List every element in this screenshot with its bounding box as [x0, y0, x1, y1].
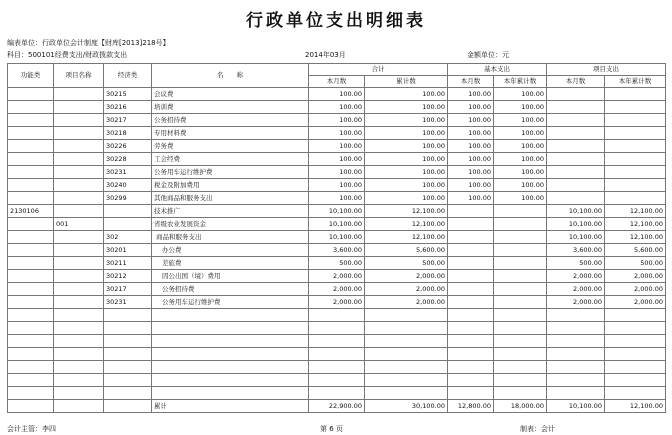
empty-cell — [152, 361, 309, 374]
footer-supervisor: 会计主管：李四 — [7, 425, 56, 433]
table-row — [8, 218, 666, 231]
item-name-cell: 因公出国（境）费用 — [152, 270, 309, 283]
project-code-cell — [54, 296, 104, 309]
empty-cell — [448, 322, 494, 335]
empty-cell — [104, 400, 152, 413]
amount-cell: 100.00 — [448, 101, 494, 114]
amount-cell: 100.00 — [309, 179, 365, 192]
empty-cell — [448, 387, 494, 400]
project-code-cell — [54, 166, 104, 179]
item-name-cell: 专用材料费 — [152, 127, 309, 140]
amount-cell: 100.00 — [365, 192, 448, 205]
amount-cell — [494, 244, 547, 257]
currency-unit: 金额单位：元 — [467, 51, 509, 59]
amount-cell — [494, 231, 547, 244]
table-row — [8, 140, 666, 153]
item-name-cell: 办公费 — [152, 244, 309, 257]
amount-cell: 100.00 — [494, 140, 547, 153]
empty-cell — [8, 335, 54, 348]
empty-cell — [54, 348, 104, 361]
report-title: 行政单位支出明细表 — [246, 11, 426, 31]
empty-cell — [54, 335, 104, 348]
item-name-cell: 技术推广 — [152, 205, 309, 218]
header-project-month: 本月数 — [547, 76, 605, 88]
amount-cell — [448, 218, 494, 231]
item-name-cell: 公务用车运行维护费 — [152, 166, 309, 179]
empty-cell — [8, 322, 54, 335]
amount-cell: 100.00 — [309, 140, 365, 153]
amount-cell: 3,600.00 — [547, 244, 605, 257]
amount-cell — [448, 283, 494, 296]
project-code-cell — [54, 192, 104, 205]
amount-cell: 12,100.00 — [365, 231, 448, 244]
amount-cell: 500.00 — [309, 257, 365, 270]
project-code-cell — [54, 153, 104, 166]
econ-code-cell — [104, 218, 152, 231]
item-name-cell: 会议费 — [152, 88, 309, 101]
header-row-1 — [8, 64, 666, 76]
empty-cell — [152, 309, 309, 322]
amount-cell: 2,000.00 — [365, 296, 448, 309]
empty-row — [8, 361, 666, 374]
empty-cell — [309, 387, 365, 400]
econ-code-cell: 30231 — [104, 166, 152, 179]
amount-cell: 100.00 — [448, 192, 494, 205]
account-subject: 科目：500101经费支出/财政拨款支出 — [7, 51, 128, 59]
empty-cell — [605, 348, 666, 361]
amount-cell: 100.00 — [448, 153, 494, 166]
header-total-month: 本月数 — [309, 76, 365, 88]
item-name-cell: 培训费 — [152, 101, 309, 114]
econ-code-cell: 30217 — [104, 283, 152, 296]
empty-row — [8, 374, 666, 387]
func-code-cell — [8, 257, 54, 270]
amount-cell: 100.00 — [494, 153, 547, 166]
project-code-cell — [54, 179, 104, 192]
project-code-cell — [54, 205, 104, 218]
project-code-cell: 001 — [54, 218, 104, 231]
total-amount-cell: 30,100.00 — [365, 400, 448, 413]
amount-cell: 100.00 — [448, 88, 494, 101]
table-row — [8, 127, 666, 140]
empty-cell — [547, 322, 605, 335]
amount-cell — [448, 205, 494, 218]
amount-cell: 100.00 — [309, 192, 365, 205]
amount-cell: 100.00 — [494, 192, 547, 205]
table-row — [8, 192, 666, 205]
func-code-cell — [8, 192, 54, 205]
amount-cell — [605, 192, 666, 205]
total-amount-cell: 18,000.00 — [494, 400, 547, 413]
amount-cell: 10,100.00 — [547, 205, 605, 218]
amount-cell: 2,000.00 — [309, 270, 365, 283]
project-code-cell — [54, 114, 104, 127]
amount-cell: 100.00 — [365, 140, 448, 153]
func-code-cell — [8, 179, 54, 192]
amount-cell — [547, 192, 605, 205]
empty-cell — [54, 387, 104, 400]
amount-cell: 12,100.00 — [365, 205, 448, 218]
empty-cell — [547, 361, 605, 374]
amount-cell — [605, 166, 666, 179]
total-row — [8, 400, 666, 413]
report-period: 2014年03月 — [305, 51, 346, 59]
table-row — [8, 231, 666, 244]
empty-cell — [494, 374, 547, 387]
project-code-cell — [54, 231, 104, 244]
amount-cell — [547, 101, 605, 114]
header-project: 项目支出 — [547, 64, 666, 76]
amount-cell: 3,600.00 — [309, 244, 365, 257]
header-func: 功能类 — [8, 64, 54, 88]
amount-cell: 100.00 — [448, 127, 494, 140]
item-name-cell: 差旅费 — [152, 257, 309, 270]
amount-cell — [605, 140, 666, 153]
econ-code-cell: 30231 — [104, 296, 152, 309]
amount-cell: 2,000.00 — [547, 270, 605, 283]
table-row — [8, 244, 666, 257]
econ-code-cell: 30217 — [104, 114, 152, 127]
item-name-cell: 公务招待费 — [152, 283, 309, 296]
amount-cell — [605, 101, 666, 114]
empty-cell — [309, 374, 365, 387]
amount-cell: 10,100.00 — [547, 218, 605, 231]
empty-cell — [494, 322, 547, 335]
empty-cell — [309, 361, 365, 374]
func-code-cell — [8, 127, 54, 140]
empty-cell — [547, 335, 605, 348]
project-code-cell — [54, 283, 104, 296]
func-code-cell — [8, 270, 54, 283]
econ-code-cell: 30216 — [104, 101, 152, 114]
amount-cell — [494, 257, 547, 270]
econ-code-cell: 30228 — [104, 153, 152, 166]
item-name-cell: 公务用车运行维护费 — [152, 296, 309, 309]
func-code-cell — [8, 166, 54, 179]
empty-row — [8, 335, 666, 348]
amount-cell: 100.00 — [309, 127, 365, 140]
amount-cell: 100.00 — [448, 179, 494, 192]
empty-cell — [365, 348, 448, 361]
econ-code-cell: 30212 — [104, 270, 152, 283]
empty-cell — [605, 387, 666, 400]
amount-cell — [605, 179, 666, 192]
empty-cell — [547, 348, 605, 361]
empty-cell — [104, 387, 152, 400]
empty-cell — [309, 309, 365, 322]
empty-cell — [104, 361, 152, 374]
econ-code-cell: 30218 — [104, 127, 152, 140]
func-code-cell — [8, 218, 54, 231]
empty-row — [8, 348, 666, 361]
compiling-unit: 编表单位：行政单位会计制度【财库[2013]218号】 — [7, 39, 170, 47]
empty-cell — [54, 400, 104, 413]
amount-cell: 5,600.00 — [605, 244, 666, 257]
empty-cell — [605, 309, 666, 322]
table-row — [8, 101, 666, 114]
header-project-year: 本年累计数 — [605, 76, 666, 88]
amount-cell: 100.00 — [309, 153, 365, 166]
econ-code-cell: 30215 — [104, 88, 152, 101]
econ-code-cell — [104, 205, 152, 218]
amount-cell — [494, 296, 547, 309]
item-name-cell: 其他商品和服务支出 — [152, 192, 309, 205]
empty-cell — [104, 335, 152, 348]
table-row — [8, 205, 666, 218]
func-code-cell — [8, 231, 54, 244]
empty-cell — [54, 361, 104, 374]
empty-cell — [605, 322, 666, 335]
empty-cell — [547, 309, 605, 322]
empty-cell — [309, 348, 365, 361]
empty-cell — [54, 309, 104, 322]
empty-cell — [104, 374, 152, 387]
empty-cell — [8, 400, 54, 413]
amount-cell: 2,000.00 — [547, 283, 605, 296]
empty-cell — [547, 374, 605, 387]
empty-cell — [309, 335, 365, 348]
amount-cell: 500.00 — [605, 257, 666, 270]
project-code-cell — [54, 127, 104, 140]
total-amount-cell: 12,800.00 — [448, 400, 494, 413]
amount-cell: 12,100.00 — [605, 205, 666, 218]
amount-cell: 100.00 — [309, 101, 365, 114]
footer-page: 第 6 页 — [320, 425, 343, 433]
empty-cell — [8, 361, 54, 374]
amount-cell — [605, 88, 666, 101]
amount-cell: 100.00 — [365, 166, 448, 179]
amount-cell: 2,000.00 — [605, 270, 666, 283]
empty-cell — [365, 309, 448, 322]
amount-cell: 100.00 — [494, 179, 547, 192]
empty-cell — [494, 309, 547, 322]
amount-cell: 12,100.00 — [605, 231, 666, 244]
expenditure-table — [7, 63, 666, 413]
amount-cell: 12,100.00 — [365, 218, 448, 231]
total-amount-cell: 12,100.00 — [605, 400, 666, 413]
amount-cell: 10,100.00 — [309, 231, 365, 244]
amount-cell: 100.00 — [365, 114, 448, 127]
amount-cell: 100.00 — [494, 114, 547, 127]
empty-row — [8, 387, 666, 400]
table-row — [8, 114, 666, 127]
empty-cell — [365, 387, 448, 400]
empty-cell — [152, 387, 309, 400]
func-code-cell — [8, 283, 54, 296]
empty-cell — [8, 374, 54, 387]
amount-cell: 100.00 — [365, 179, 448, 192]
econ-code-cell: 30211 — [104, 257, 152, 270]
footer-preparer: 制表：会计 — [520, 425, 555, 433]
func-code-cell — [8, 114, 54, 127]
item-name-cell: 工会经费 — [152, 153, 309, 166]
econ-code-cell: 30201 — [104, 244, 152, 257]
amount-cell — [494, 283, 547, 296]
project-code-cell — [54, 270, 104, 283]
empty-cell — [152, 348, 309, 361]
table-row — [8, 88, 666, 101]
header-total: 合计 — [309, 64, 448, 76]
empty-row — [8, 322, 666, 335]
func-code-cell — [8, 244, 54, 257]
header-project-name: 项目名称 — [54, 64, 104, 88]
table-row — [8, 166, 666, 179]
item-name-cell: 税金及附加费用 — [152, 179, 309, 192]
empty-cell — [104, 322, 152, 335]
amount-cell: 100.00 — [309, 166, 365, 179]
amount-cell — [605, 114, 666, 127]
empty-cell — [152, 322, 309, 335]
amount-cell: 100.00 — [494, 127, 547, 140]
empty-cell — [448, 348, 494, 361]
func-code-cell — [8, 153, 54, 166]
amount-cell — [547, 127, 605, 140]
empty-cell — [494, 387, 547, 400]
empty-row — [8, 309, 666, 322]
amount-cell: 100.00 — [365, 153, 448, 166]
amount-cell — [547, 88, 605, 101]
amount-cell: 100.00 — [494, 88, 547, 101]
item-name-cell: 省级农业发展资金 — [152, 218, 309, 231]
project-code-cell — [54, 257, 104, 270]
header-basic-year: 本年累计数 — [494, 76, 547, 88]
amount-cell — [547, 166, 605, 179]
empty-cell — [54, 374, 104, 387]
amount-cell: 2,000.00 — [605, 296, 666, 309]
amount-cell — [494, 270, 547, 283]
header-total-cumulative: 累计数 — [365, 76, 448, 88]
amount-cell — [547, 140, 605, 153]
amount-cell: 10,100.00 — [309, 205, 365, 218]
amount-cell: 10,100.00 — [547, 231, 605, 244]
amount-cell — [448, 270, 494, 283]
func-code-cell — [8, 140, 54, 153]
amount-cell: 500.00 — [365, 257, 448, 270]
amount-cell: 2,000.00 — [365, 270, 448, 283]
amount-cell: 100.00 — [309, 88, 365, 101]
amount-cell — [448, 244, 494, 257]
header-name: 名 称 — [152, 64, 309, 88]
item-name-cell: 商品和服务支出 — [152, 231, 309, 244]
func-code-cell — [8, 101, 54, 114]
empty-cell — [605, 335, 666, 348]
project-code-cell — [54, 88, 104, 101]
header-basic-month: 本月数 — [448, 76, 494, 88]
empty-cell — [104, 309, 152, 322]
amount-cell — [494, 218, 547, 231]
project-code-cell — [54, 101, 104, 114]
amount-cell — [448, 231, 494, 244]
amount-cell — [448, 257, 494, 270]
empty-cell — [365, 322, 448, 335]
amount-cell: 2,000.00 — [547, 296, 605, 309]
empty-cell — [8, 309, 54, 322]
econ-code-cell: 302 — [104, 231, 152, 244]
empty-cell — [104, 348, 152, 361]
empty-cell — [152, 374, 309, 387]
item-name-cell: 公务招待费 — [152, 114, 309, 127]
amount-cell — [547, 179, 605, 192]
empty-cell — [494, 348, 547, 361]
table-row — [8, 283, 666, 296]
project-code-cell — [54, 140, 104, 153]
item-name-cell: 劳务费 — [152, 140, 309, 153]
func-code-cell — [8, 88, 54, 101]
empty-cell — [605, 374, 666, 387]
amount-cell — [605, 127, 666, 140]
table-row — [8, 179, 666, 192]
empty-cell — [365, 361, 448, 374]
table-row — [8, 270, 666, 283]
amount-cell: 100.00 — [365, 88, 448, 101]
amount-cell: 100.00 — [494, 166, 547, 179]
empty-cell — [152, 335, 309, 348]
header-basic: 基本支出 — [448, 64, 547, 76]
amount-cell: 100.00 — [365, 127, 448, 140]
amount-cell: 100.00 — [448, 166, 494, 179]
amount-cell: 10,100.00 — [309, 218, 365, 231]
amount-cell: 5,600.00 — [365, 244, 448, 257]
amount-cell: 2,000.00 — [309, 296, 365, 309]
empty-cell — [365, 335, 448, 348]
amount-cell — [547, 114, 605, 127]
empty-cell — [494, 335, 547, 348]
table-row — [8, 257, 666, 270]
empty-cell — [8, 387, 54, 400]
amount-cell: 100.00 — [448, 140, 494, 153]
empty-cell — [448, 361, 494, 374]
empty-cell — [605, 361, 666, 374]
amount-cell: 100.00 — [448, 114, 494, 127]
empty-cell — [365, 374, 448, 387]
table-row — [8, 153, 666, 166]
amount-cell: 2,000.00 — [605, 283, 666, 296]
amount-cell: 100.00 — [309, 114, 365, 127]
empty-cell — [448, 374, 494, 387]
header-econ: 经济类 — [104, 64, 152, 88]
amount-cell — [494, 205, 547, 218]
total-label-cell: 累计 — [152, 400, 309, 413]
econ-code-cell: 30299 — [104, 192, 152, 205]
amount-cell: 100.00 — [365, 101, 448, 114]
empty-cell — [547, 387, 605, 400]
empty-cell — [448, 335, 494, 348]
empty-cell — [448, 309, 494, 322]
amount-cell — [448, 296, 494, 309]
empty-cell — [309, 322, 365, 335]
amount-cell — [605, 153, 666, 166]
project-code-cell — [54, 244, 104, 257]
total-amount-cell: 10,100.00 — [547, 400, 605, 413]
empty-cell — [8, 348, 54, 361]
table-row — [8, 296, 666, 309]
empty-cell — [494, 361, 547, 374]
econ-code-cell: 30240 — [104, 179, 152, 192]
amount-cell — [547, 153, 605, 166]
func-code-cell: 2130106 — [8, 205, 54, 218]
econ-code-cell: 30226 — [104, 140, 152, 153]
func-code-cell — [8, 296, 54, 309]
amount-cell: 100.00 — [494, 101, 547, 114]
amount-cell: 500.00 — [547, 257, 605, 270]
total-amount-cell: 22,900.00 — [309, 400, 365, 413]
amount-cell: 2,000.00 — [365, 283, 448, 296]
amount-cell: 12,100.00 — [605, 218, 666, 231]
empty-cell — [54, 322, 104, 335]
amount-cell: 2,000.00 — [309, 283, 365, 296]
